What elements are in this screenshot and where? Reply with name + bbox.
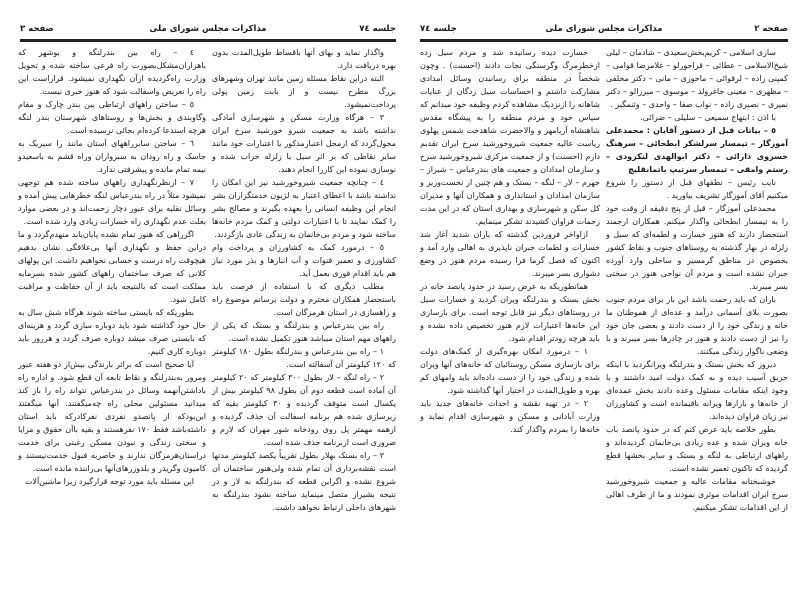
paragraph: باران که باید رحمت باشد این بار برای مردم جنوب بصورت بلای آسمانی درآمد و عده‌ای از هموطنان ما خانه و زندگی خود را از دست دادند و بعضی جان خود را نیز از دست دادند و هنوز در چادرها بسر میبرند و با وضعی ناگوار زندگی میکنند.	[606, 295, 788, 356]
running-title: مذاکرات مجلس شورای ملی	[545, 24, 663, 34]
paragraph: ٤ – راه بین بندرلنگه و بوشهر که باهزاران‌مشکل‌بصورت راه فرعی ساخته شده و تحویل وزارت راه‌گردیده ازآن نگهداری نمیشود. قراراست این راه را تعریض واسفالت شود که هنوز خبری نیست.	[18, 48, 206, 96]
paragraph: ازاواخر فروردین گذشته که باران شدید آغاز شد خسارات و لطمات جبران ناپذیری به اهالی وارد آمد و اکنون که فصل گرما فرا رسیده مردم هنوز در وضع دشواری بسر میبرند.	[420, 230, 600, 278]
text-column-left	[18, 46, 206, 488]
paragraph: محمدعلی آموزگار – قبل از پنج دقیقه از وقت خود را به تیمسار ابطحائی واگذار میکنم. همکاران ارجمند استحضار دارند که هنوز خسارت و لطمه‌ای که سیل و زلزله در بهار گذشته به روستاهای جنوب و نقاط کشور بخصوص در مناطق گرمسیر و ساحلی وارد آورده جبران نشده است و مردم آن نواحی هنوز در سختی بسر میبرند.	[606, 204, 788, 291]
paragraph: ٧ – ازنظرنگهداری راههای ساخته شده هم توجهی نمیشود مثلاً در راه بندرعباس لنگه خطرهایی پیش آمده و وسائل نقلیه برای عبور دچار زحمت‌اند و در بعضی موارد بعلت عدم نگهداری راه خسارات زیادی وارد شده است.	[18, 178, 206, 226]
paragraph: خسارت دیده رسانیده شد و مردم سیل زده ازخطرمرگ وگرسنگی نجات دادند (احسنت) . وچون شخصاً در منطقه برای رسانیدن وسائل امدادی مشارکت داشتم و احساسات سیل زدگان از عنایات شاهانه را ازنزدیک مشاهده کردم وظیفه خود میدانم که سپاس خود و مردم منطقه را به پیشگاه مقدس شاهنشاه آریامهر و والاحضرت شاهدخت شمس پهلوی ریاست عالیه جمعیت شیروخورشید سرخ ایران تقدیم دارم (احسنت) و از جمعیت مرکزی شیروخورشید سرخ و سازمان امدادان و جمعیت های بندرعباس – شیراز – جهرم – لار – لنگه – بستک و هم چنین از نخست‌وزیر و سازمان امدادان و استانداری و همکاران آنها و مدیران کل سکن و شهرسازی و بهداری استان که در این مدت زحمات فراوان کشیدند تشکر مینمایم.	[419, 48, 600, 226]
paragraph: خوشبختانه مقامات عالیه و جمعیت شیروخورشید سرخ ایران اقدامات موثری نمودند و ما از طرف اهالی از این اقدامات تشکر میکنیم.	[606, 477, 788, 512]
paragraph: واگذار نماید و بهای آنها باقساط طویل‌المدت بدون بهره دریافت دارد.	[212, 48, 396, 70]
paragraph: نایب رئیس – نطقهای قبل از دستور را شروع میکنیم آقای آموزگار تشریف بیاورید .	[606, 178, 788, 200]
paragraph: این مسئله باید مورد توجه قرارگیرد زیرا ماشین‌آلات	[24, 477, 194, 486]
paragraph: مطلب دیگری که با استفاده از فرصت باید باستحضار همکاران محترم و دولت برسانم موضوع راه و راهسازی در استان هرمزگان است.	[212, 282, 396, 317]
paragraph: ۳ – هرگاه وزارت مسکن و شهرسازی آمادگی نداشته باشد به جمعیت شیرو خورشید سرخ ایران محول‌گردد که ازمحل اعتبارمذکور یا اعتبارات خود مانند سایر نقاطی که بر اثر سیل یا زلزله خراب شده و نوسازی نموده این کاررا انجام دهند.	[212, 113, 396, 174]
paragraph: ٥ – ساختن راههای ارتباطی بین بندر چارک و مقام وگاوبندی و بخش‌ها و روستاهای شهرستان بندر لنگه هرچه استدعا کرده‌ام بجائی نرسیده است.	[18, 100, 206, 135]
header-rule	[420, 39, 788, 42]
paragraph: بطوریکه که بایستی ساخته شوند هرگاه شش سال به حال خود گذاشته شود باید دوباره سازی گردد و هزینه‌ای که بایستی صرف میشد دوباره صرف گردد و هرروز باید دوباره کاری کنیم.	[18, 308, 206, 356]
header-rule	[20, 39, 396, 42]
paragraph: ۱ – درمورد امکان بهره‌گیری از کمک‌های دولت برای بازسازی مسکن روستائیان که خانه‌های آنها ویران شده و زندگی خود را از دست داده‌اند باید وامهای کم بهره و طویل‌المدت در اختیار آنها گذاشته شود.	[420, 347, 600, 395]
paragraph: ۳ – راه بستک بهلار بطول تقریباً یکصد کیلومتر مدتها است نقشه‌برداری آن تمام شده ولی‌هنوز ساختمان آن شروع نشده و اگراین قطعه که بندرلنگه به لار و در نتیجه بشیراز متصل مینماید ساخته نشود بندرلنگه به شهرهای داخلی ارتباط نخواهد داشت.	[212, 451, 396, 512]
page-header	[20, 24, 396, 38]
paragraph: همانطوریکه به عرض رسید در حدود پانصد خانه در بخش بستک و بندرلنگه ویران گردید و خسارات سیل در روستاهای دیگر نیز قابل توجه است. برای بازسازی این خانه‌ها اعتبارات لازم هنوز تخصیص داده نشده و باید هرچه زودتر اقدام شود.	[420, 282, 600, 343]
paragraph: ۲ – راه لنگه – لار بطول ۳۰۰ کیلومتر که ۲۰ کیلومتر آن آماده است قطعه دوم آن بطول ۹۸ کیلومتر بیش از یکسال است متوقف گردیده و ۳۰ کیلومتر بقیه که زیرسازی شده هم برنامه اسفالت آن حذف گردیده و ازهمه مهمتر پل روی رودخانه شور مهران که لازم و ضروری است ازبرنامه حذف شده است.	[212, 373, 397, 447]
paragraph: با اذن : ابتهاج سمیعی – سلیلی – ضرائی.	[640, 113, 776, 122]
session-number: جلسه ۷٤	[359, 24, 396, 34]
page-header	[420, 24, 788, 38]
text-column-left	[420, 46, 600, 436]
paragraph: اگرراهی که هنوز تمام نشده پایان‌یابد منهدم‌گردد و ما دراین حفظ و نگهداری آنها بی‌علاقگی نشان بدهیم هیچوقت راه درست و حسابی نخواهیم داشت. این پولهای کلانی که صرف ساختمان راههای کشور شده بسرمایه مملکت است که بالنتیجه باید از آن حفاظت و مراقبت کامل شود.	[18, 230, 206, 304]
paragraph: ٥ – درمورد کمک به کشاورزان و پرداخت وام کشاورزی و تعمیر قنوات و آب انبارها و بذر مورد نیاز هم باید اقدام فوری بعمل آید.	[212, 243, 396, 278]
session-number: جلسه ۷٤	[420, 24, 457, 34]
paragraph: ٦ – ساختن سایرراههای آستان مانند را سیریک به جاسک و راه رودان به سبزواران وراه قشم به باسعیدو نیمه تمام مانده و پیشرفتی ندارد.	[18, 139, 206, 174]
page-number: صفحه ۲	[754, 24, 788, 34]
paragraph: ۲ – در تهیه نقشه و احداث خانه‌های جدید باید وزارت آبادانی و مسکن و شهرسازی اقدام نماید و خانه‌ها را بمردم واگذار کند.	[420, 399, 600, 434]
paragraph: بطور خلاصه باید عرض کنم که در حدود پانصد باب خانه ویران شده و عده زیادی بی‌خانمان گردیده‌اند و راههای ارتباطی به لنگه و بستک و سایر بخشها قطع گردیده که تاکنون تعمیر نشده است.	[606, 425, 788, 473]
text-column-right	[606, 46, 788, 514]
running-title: مذاکرات مجلس شورای ملی	[149, 24, 267, 34]
paragraph: آیا صحیح است که براثر بارندگی بیش‌از دو هفته عبور ومرور به‌بندرلنگه و نقاط تابعه آن قطع شود. و اداره راه باداشتن‌آنهمه وسائل در بندرعباس نتواند راه را باز کند میدانید مسئولین محلی راه چه‌میگفتند. آنها میگفتند این‌بودکه از پانصدو نفردی نفرکادرکه باید استان داشته‌باشد فقط ۱۷۰ نفرهستند و بقیه باآن حقوق و مزایا و سختی زندگی و نبودن مسکن رغبتی برای خدمت دراستان‌هرمزگان ندارند و حاضربه قبول خدمت‌نیستند و کامیون وگریدر و بلدوزرهای‌آنها بی‌راننده مانده است.	[18, 360, 206, 473]
agenda-heading: ٥ – بیانات قبل از دستور آقایان : محمدعلی آموزگار – تیمسار سرلشکر ابطحائی – سرهنگ خسروی دارائی – دکتر ابوالهدی لنکرودی – رستم وامقی – تیمسار سرتیپ باتمانقلیچ	[606, 126, 788, 174]
paragraph: ٤ – چنانچه جمعیت شیروخورشید نیز این امکان را نداشته باشد با اعطای اعتبار به لژیون خدمتگزاران بشر انجام این وظیفه انسانی را بعهده بگیرند و مصالح بشر را کمک نمایند تا با اعتبارات دولتی و کمک مردم خانه‌ها ساخته شود و مردم بی‌خانمان به زندگی عادی بازگردند.	[212, 178, 396, 239]
paragraph: سازی اسلامی – کریم‌بخش‌سعیدی – شادمان – لیلی شیخ‌الاسلامی – عطائی – قراجورلو – غلامرضا قوامی – کمپنی زاده – لرقوائی – ماحوزی – مانی – دکتر مخلفی – مظهری – معینی جاغرولد – موسوی – میرزالو – دکتر نمیری – نصیری زاده – نواب صفا – واحدی – وثنمگیر .	[606, 48, 788, 109]
paragraph: ۱ – راه بین بندرعباس و بندرلنگه بطول ۱۸۰ کیلومتر که ۱۲۰ کیلومتر آن آسفالته است.	[212, 347, 396, 369]
text-column-right	[212, 46, 396, 514]
page-number: صفحه ۳	[20, 24, 54, 34]
paragraph: راه بین بندرعباس و بندرلنگه و بستک که یکی از راههای مهم استان میباشد هنوز تکمیل نشده است.	[212, 321, 396, 343]
paragraph: البته دراین نقاط مسئله زمین مانند تهران وشهرهای بزرگ مطرح نیست و از بابت زمین پولی پرداخت‌نمیشود.	[212, 74, 396, 109]
paragraph: دیروز که بخش بستک و بندرلنگه ویرانگردید با اینکه حریق آسیب دیده و به کمک دولت امید داشتند و با وجود اینکه مقامات مسئول وعده دادند بخش عمده‌ای از خانه‌ها و بازارها ویرانه باقیمانده است و کشاورزان نیز زیان فراوان دیده‌اند.	[606, 360, 788, 421]
